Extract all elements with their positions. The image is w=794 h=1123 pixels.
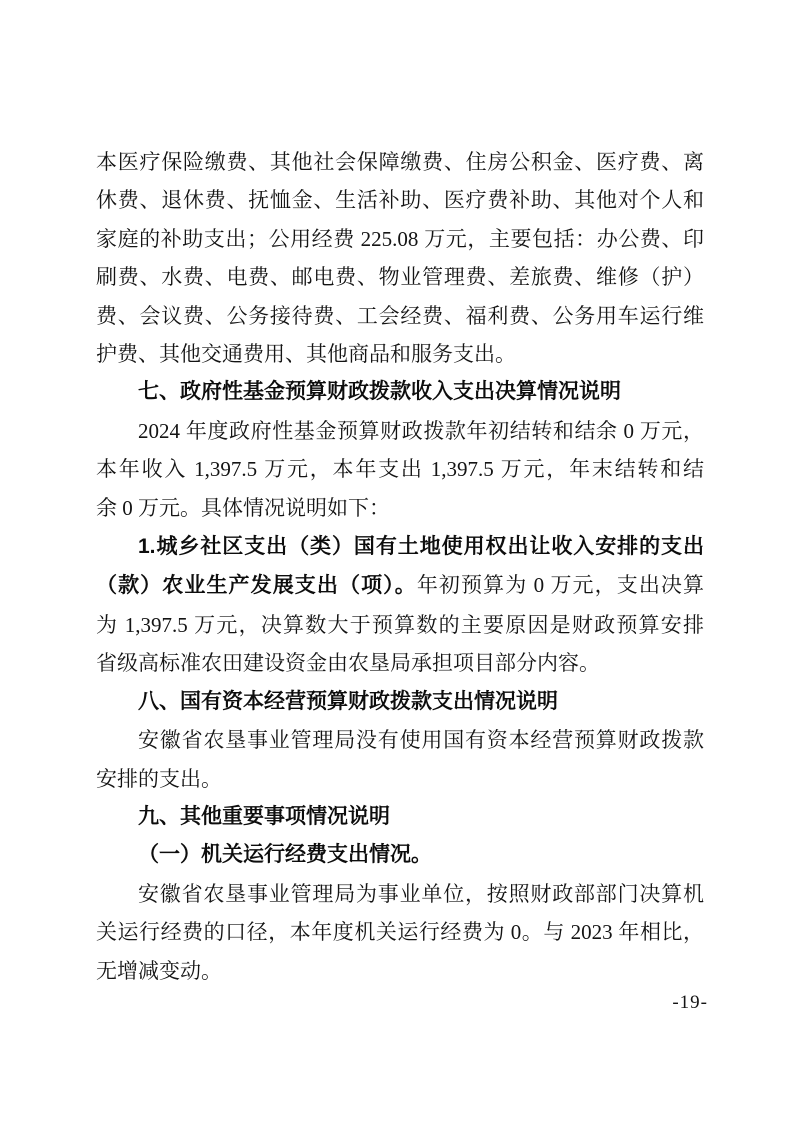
paragraph-line: 本医疗保险缴费、其他社会保障缴费、住房公积金、医疗费、离 [96,150,704,174]
bold-text-run: （款）农业生产发展支出（项）。 [96,574,417,598]
text-run: 年初预算为 0 万元，支出决算 [416,573,705,598]
bold-text-run: 1.城乡社区支出（类）国有土地使用权出让收入安排的支出 [138,535,704,559]
paragraph-line [96,527,704,566]
document-body [96,143,704,990]
section-heading: 九、其他重要事项情况说明 [138,804,390,828]
section-heading: 七、政府性基金预算财政拨款收入支出决算情况说明 [138,380,621,404]
paragraph-line: 安徽省农垦事业管理局为事业单位，按照财政部部门决算机 [138,881,704,906]
paragraph-line: 安徽省农垦事业管理局没有使用国有资本经营预算财政拨款 [138,728,704,753]
section-heading: （一）机关运行经费支出情况。 [138,843,432,867]
paragraph-line: 本年收入 1,397.5 万元，本年支出 1,397.5 万元，年末结转和结 [96,457,704,482]
paragraph-line: 家庭的补助支出；公用经费 225.08 万元，主要包括：办公费、印 [96,226,704,251]
paragraph-line: 无增减变动。 [96,958,222,983]
section-heading: 八、国有资本经营预算财政拨款支出情况说明 [138,689,558,713]
paragraph-line: 2024 年度政府性基金预算财政拨款年初结转和结余 0 万元， [138,418,704,443]
paragraph-line: 休费、退休费、抚恤金、生活补助、医疗费补助、其他对个人和 [96,188,704,213]
paragraph-line: 余 0 万元。具体情况说明如下： [96,495,390,520]
page-number: -19- [672,992,708,1013]
paragraph-line: 刷费、水费、电费、邮电费、物业管理费、差旅费、维修（护） [96,265,704,290]
paragraph-line: 省级高标准农田建设资金由农垦局承担项目部分内容。 [96,651,600,676]
paragraph-line: 护费、其他交通费用、其他商品和服务支出。 [96,342,516,367]
paragraph-line: 为 1,397.5 万元，决算数大于预算数的主要原因是财政预算安排 [96,612,704,637]
paragraph-line: 安排的支出。 [96,766,222,791]
paragraph-line: 关运行经费的口径，本年度机关运行经费为 0。与 2023 年相比， [96,920,704,945]
paragraph-line [96,566,704,605]
paragraph-line: 费、会议费、公务接待费、工会经费、福利费、公务用车运行维 [96,303,704,328]
